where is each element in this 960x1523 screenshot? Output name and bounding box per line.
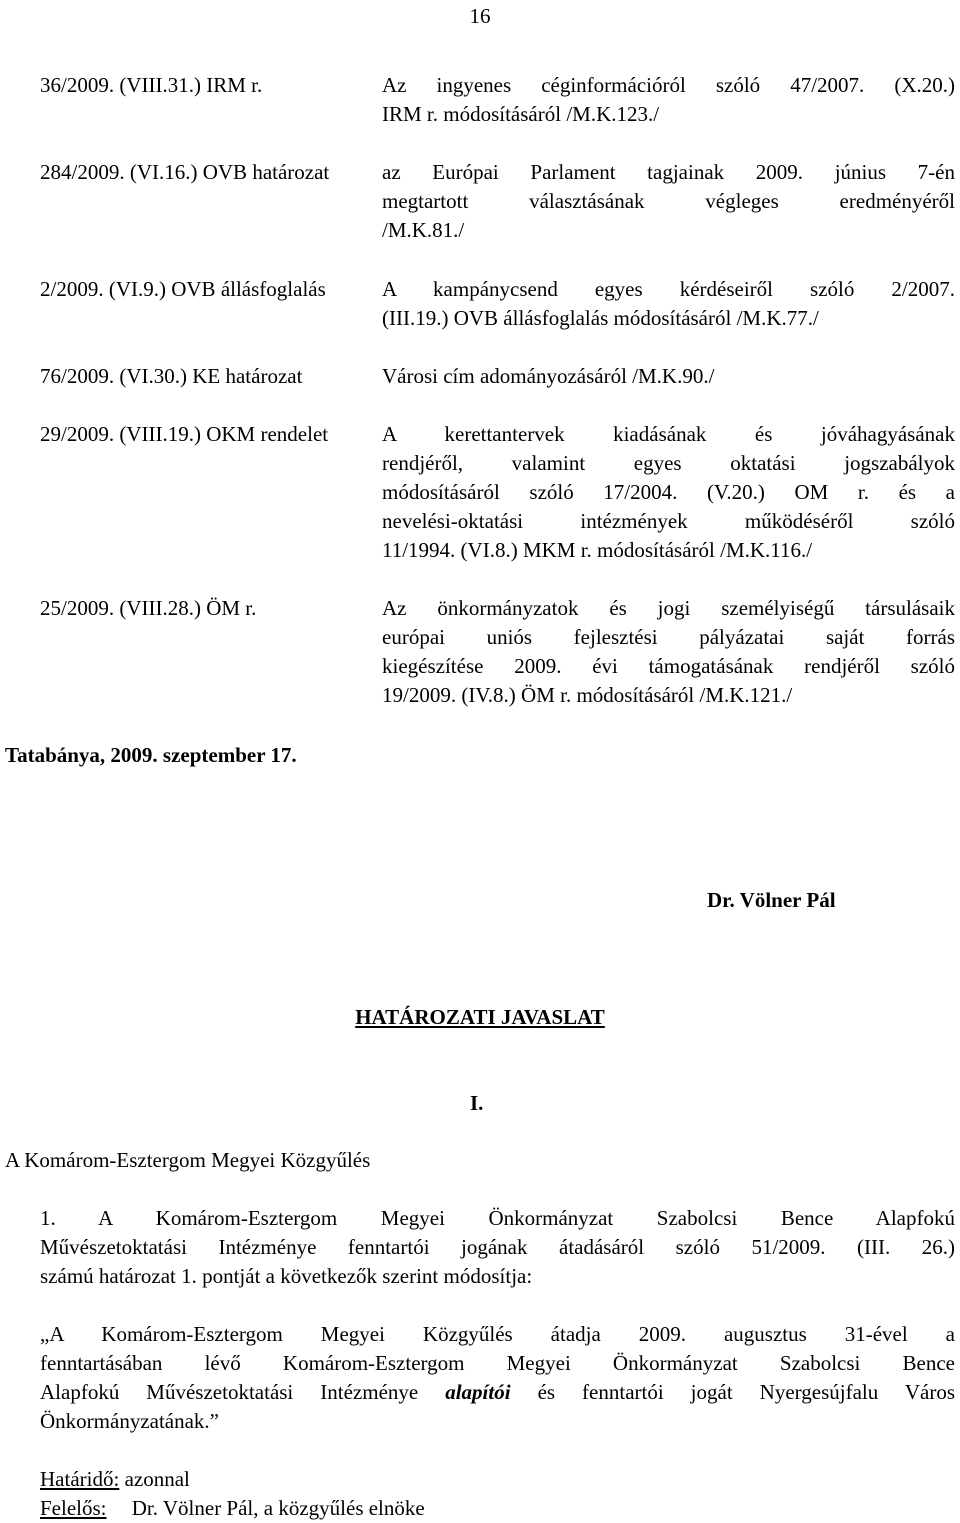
entry-description <box>382 420 955 565</box>
entry-reference: 76/2009. (VI.30.) KE határozat <box>40 364 303 388</box>
entry-description-line: nevelési-oktatási intézmények működéséről szóló <box>382 509 955 533</box>
quote-line: Önkormányzatának.” <box>40 1409 220 1433</box>
quote-text: Alapfokú Művészetoktatási Intézménye <box>40 1380 419 1404</box>
entry-description-line: kiegészítése 2009. évi támogatásának rendjéről szóló <box>382 654 955 678</box>
entry-reference: 29/2009. (VIII.19.) OKM rendelet <box>40 422 329 446</box>
resolution-title: HATÁROZATI JAVASLAT <box>355 1005 605 1029</box>
entry-reference: 36/2009. (VIII.31.) IRM r. <box>40 73 263 97</box>
section-number: I. <box>470 1091 484 1115</box>
entry-description-line: Az önkormányzatok és jogi személyiségű társulásaik <box>382 596 955 620</box>
resolution-point-line: Művészetoktatási Intézménye fenntartói jogának átadásáról szóló 51/2009. (III. 26.) <box>40 1235 955 1259</box>
entry-description-line: európai uniós fejlesztési pályázatai saját forrás <box>382 625 955 649</box>
deadline-value: azonnal <box>124 1467 190 1491</box>
entry-description-line: 11/1994. (VI.8.) MKM r. módosításáról /M.K.116./ <box>382 538 813 562</box>
responsible-value: Dr. Völner Pál, a közgyűlés elnöke <box>131 1496 425 1520</box>
entry-description-line: 19/2009. (IV.8.) ÖM r. módosításáról /M.K.121./ <box>382 683 793 707</box>
place-and-date: Tatabánya, 2009. szeptember 17. <box>5 743 297 767</box>
entry-description-line: IRM r. módosításáról /M.K.123./ <box>382 102 660 126</box>
entry-description <box>382 275 955 333</box>
responsible-label: Felelős: <box>40 1496 107 1520</box>
entry-description-line: Városi cím adományozásáról /M.K.90./ <box>382 364 715 388</box>
quote-line: fenntartásában lévő Komárom-Esztergom Megyei Önkormányzat Szabolcsi Bence <box>40 1351 955 1375</box>
entry-description-line: módosításáról szóló 17/2004. (V.20.) OM r. és a <box>382 480 955 504</box>
entry-description <box>382 158 955 245</box>
resolution-point <box>40 1204 955 1291</box>
deadline-label: Határidő: <box>40 1467 120 1491</box>
entry-description <box>382 594 955 710</box>
entry-description-line: az Európai Parlament tagjainak 2009. június 7-én <box>382 160 955 184</box>
entry-description-line: /M.K.81./ <box>382 218 465 242</box>
entry-description-line: A kerettantervek kiadásának és jóváhagyásának <box>382 422 955 446</box>
signer-name: Dr. Völner Pál <box>707 888 836 912</box>
entry-description <box>382 71 955 129</box>
entry-reference: 2/2009. (VI.9.) OVB állásfoglalás <box>40 277 326 301</box>
entry-description-line: (III.19.) OVB állásfoglalás módosításáról /M.K.77./ <box>382 306 819 330</box>
entry-reference: 284/2009. (VI.16.) OVB határozat <box>40 160 330 184</box>
page-number: 16 <box>469 4 491 28</box>
entry-description-line: A kampánycsend egyes kérdéseiről szóló 2/2007. <box>382 277 955 301</box>
entry-description-line: Az ingyenes céginformációról szóló 47/2007. (X.20.) <box>382 73 955 97</box>
quote-line <box>40 1378 955 1407</box>
entry-description <box>382 362 955 391</box>
resolution-point-line: 1. A Komárom-Esztergom Megyei Önkormányzat Szabolcsi Bence Alapfokú <box>40 1206 955 1230</box>
entry-reference: 25/2009. (VIII.28.) ÖM r. <box>40 596 257 620</box>
emphasized-word: alapítói <box>445 1380 511 1404</box>
quote-line: „A Komárom-Esztergom Megyei Közgyűlés átadja 2009. augusztus 31-ével a <box>40 1322 955 1346</box>
entry-description-line: rendjéről, valamint egyes oktatási jogszabályok <box>382 451 955 475</box>
responsible <box>40 1494 425 1523</box>
amended-text-quote <box>40 1320 955 1436</box>
quote-text: és fenntartói jogát Nyergesújfalu Város <box>537 1380 956 1404</box>
entry-description-line: megtartott választásának végleges eredményéről <box>382 189 955 213</box>
assembly-name: A Komárom-Esztergom Megyei Közgyűlés <box>5 1148 371 1172</box>
resolution-point-line: számú határozat 1. pontját a következők szerint módosítja: <box>40 1264 533 1288</box>
deadline <box>40 1465 190 1494</box>
